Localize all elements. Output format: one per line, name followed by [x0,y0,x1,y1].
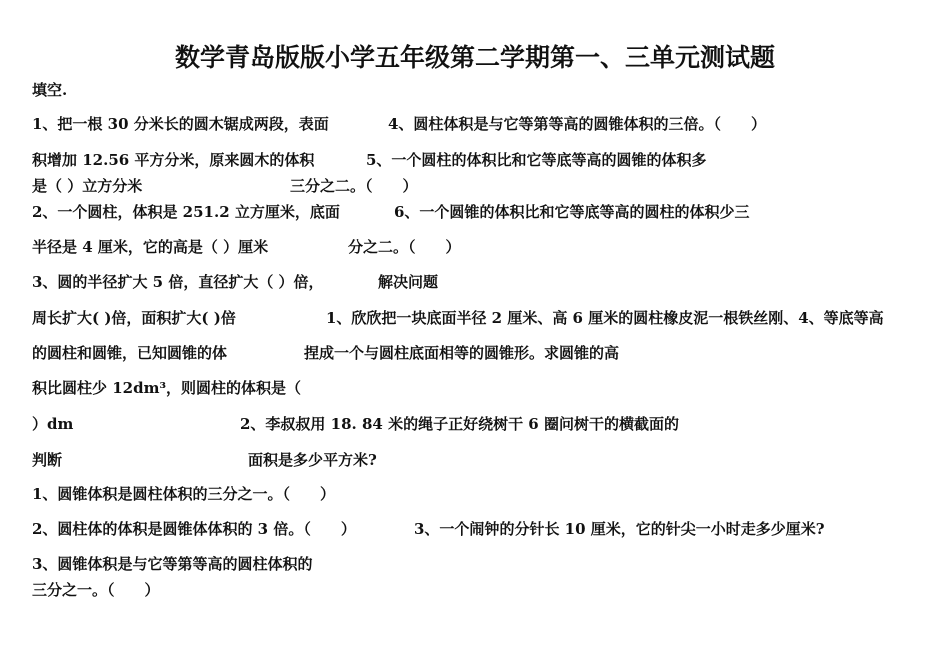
question-text: 周长扩大( )倍，面积扩大( )倍 [32,309,236,327]
question-text: 5、一个圆柱的体积比和它等底等高的圆锥的体积多 [366,151,707,169]
question-text: 2、圆柱体的体积是圆锥体体积的 3 倍。（ ） [32,520,356,538]
question-text: 3、一个闹钟的分针长 10 厘米，它的针尖一小时走多少厘米? [414,520,825,538]
question-text: 半径是 4 厘米，它的高是（ ）厘米 [32,238,269,256]
question-text: 2、一个圆柱，体积是 251.2 立方厘米，底面 [32,203,340,221]
question-text: 三分之二。（ ） [290,177,418,195]
question-text: 6、一个圆锥的体积比和它等底等高的圆柱的体积少三 [394,203,750,221]
question-text: 积增加 12.56 平方分米，原来圆木的体积 [32,151,315,169]
question-text: 1、圆锥体积是圆柱体积的三分之一。（ ） [32,485,335,503]
question-text: 面积是多少平方米? [248,451,377,469]
question-text: 4、圆柱体积是与它等第等高的圆锥体积的三倍。（ ） [388,115,766,133]
question-text: 3、圆锥体积是与它等第等高的圆柱体积的 [32,555,313,573]
section-heading-fill: 填空. [32,81,68,99]
question-text: 1、欣欣把一块底面半径 2 厘米、高 6 厘米的圆柱橡皮泥一根铁丝刚、4、等底等高 [326,309,884,327]
section-heading-judge: 判断 [32,451,63,469]
question-text: 捏成一个与圆柱底面相等的圆锥形。求圆锥的高 [304,344,620,362]
question-text: 2、李叔叔用 18. 84 米的绳子正好绕树干 6 圈问树干的横截面的 [240,415,679,433]
question-text: 积比圆柱少 12dm³，则圆柱的体积是（ [32,379,302,397]
page-title: 数学青岛版版小学五年级第二学期第一、三单元测试题 [174,43,775,72]
question-text: 是（ ）立方分米 [32,177,143,195]
question-text: 3、圆的半径扩大 5 倍，直径扩大（ ）倍， [32,273,324,291]
question-text: 1、把一根 30 分米长的圆木锯成两段，表面 [32,115,329,133]
question-text: 分之二。（ ） [348,238,461,256]
question-text: 的圆柱和圆锥，已知圆锥的体 [32,344,228,362]
question-text: 三分之一。（ ） [32,581,160,599]
question-text: ）dm [32,415,74,433]
section-heading-solve: 解决问题 [378,273,439,291]
